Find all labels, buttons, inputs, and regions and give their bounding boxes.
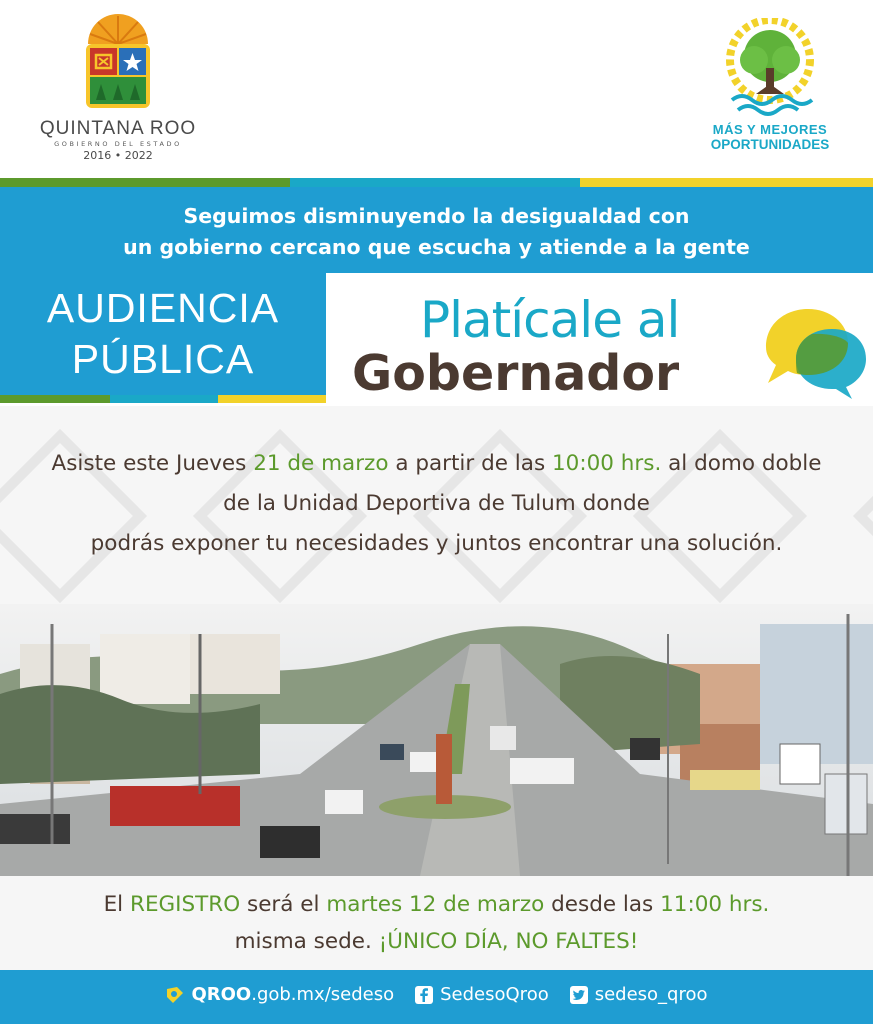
header [0,0,873,178]
info-section [0,406,873,616]
audiencia-line2: PÚBLICA [71,336,255,382]
title-section [0,273,873,406]
audiencia-title [0,283,326,385]
info-line2: de la Unidad Deportiva de Tulum donde [223,491,650,516]
info-line3: podrás exponer tu necesidades y juntos encontrar una solución. [90,531,783,556]
audiencia-line1: AUDIENCIA [46,285,280,331]
registration-text-part: El [103,892,130,917]
website-bold: QROO [191,984,252,1005]
registration-section [0,876,873,970]
qroo-name: QUINTANA ROO [39,118,197,139]
twitter-handle: sedeso_qroo [594,984,708,1005]
footer-links [0,984,873,1005]
slogan [0,201,873,263]
registration-text-part: será el [240,892,327,917]
registration-text [0,886,873,960]
facebook-icon [414,985,434,1005]
quintana-roo-logo [28,14,208,174]
registration-text-part: desde las [544,892,661,917]
slogan-line2: un gobierno cercano que escucha y atiende a la gente [123,235,750,259]
website-rest: .gob.mx/sedeso [251,984,395,1005]
registration-date: martes 12 de marzo [326,892,545,917]
twitter-link[interactable] [569,984,708,1005]
slogan-bar [0,187,873,273]
unico-dia: ¡ÚNICO DÍA, NO FALTES! [378,929,639,954]
coat-of-arms-icon [80,14,156,112]
event-time: 10:00 hrs. [551,451,662,476]
info-text [0,444,873,564]
opportunities-line1: MÁS Y MEJORES [712,122,828,137]
platicale-title: Platícale al [420,291,680,349]
audiencia-box [0,273,326,395]
audiencia-stripe [0,395,326,403]
registration-time: 11:00 hrs. [660,892,770,917]
registration-line1 [0,886,873,923]
facebook-link[interactable] [414,984,549,1005]
gobernador-title: Gobernador [352,345,680,402]
street-photo [0,604,873,876]
facebook-handle: SedesoQroo [440,984,549,1005]
footer [0,970,873,1024]
opportunities-line2: OPORTUNIDADES [710,137,830,152]
info-line1 [0,444,873,484]
qroo-subtitle: GOBIERNO DEL ESTADO [54,140,182,148]
slogan-line1: Seguimos disminuyendo la desigualdad con [183,204,690,228]
registration-text-part: misma sede. [234,929,379,954]
registration-line2 [0,923,873,960]
info-text-part: a partir de las [388,451,552,476]
twitter-icon [569,985,589,1005]
speech-bubbles-icon [756,303,868,401]
registro-label: REGISTRO [130,892,241,917]
event-date: 21 de marzo [253,451,389,476]
tree-sun-icon [720,18,820,118]
website-link[interactable] [165,984,394,1005]
color-stripe [0,178,873,187]
qroo-years: 2016 • 2022 [83,149,153,162]
qroo-web-icon [165,985,185,1005]
info-text-part: Asiste este Jueves [51,451,254,476]
info-text-part: al domo doble [661,451,822,476]
opportunities-logo [690,18,850,158]
